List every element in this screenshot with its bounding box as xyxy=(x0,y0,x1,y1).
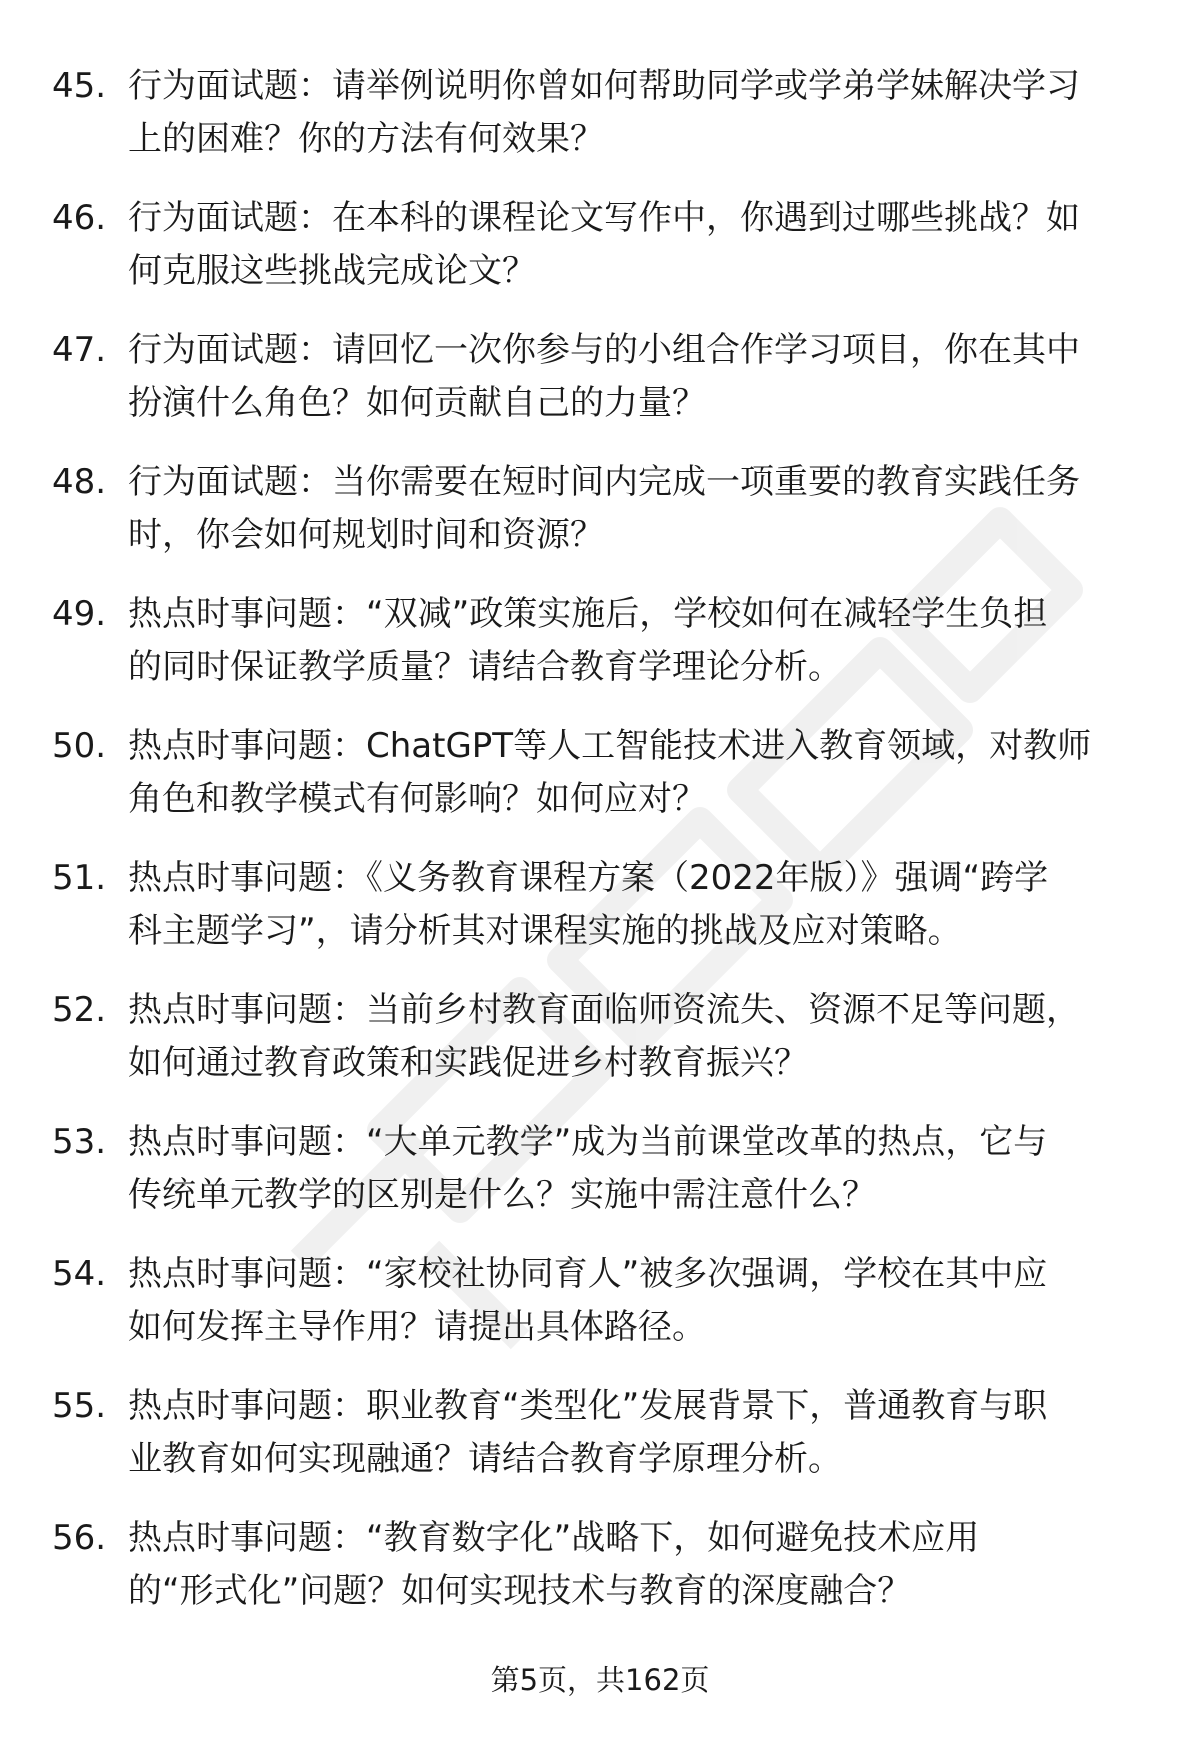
question-item xyxy=(0,192,1200,324)
question-number: 48. xyxy=(52,462,107,502)
question-text-line: 行为面试题：当你需要在短时间内完成一项重要的教育实践任务 xyxy=(128,462,1080,502)
question-number: 45. xyxy=(52,66,107,106)
question-text-line: 何克服这些挑战完成论文？ xyxy=(128,251,536,291)
question-text-line: 传统单元教学的区别是什么？实施中需注意什么？ xyxy=(128,1175,876,1215)
question-text xyxy=(128,984,1150,1090)
question-text xyxy=(128,720,1150,826)
question-number: 54. xyxy=(52,1254,107,1294)
question-item xyxy=(0,1512,1200,1644)
question-text xyxy=(128,456,1150,562)
question-text-line: 热点时事问题：《义务教育课程方案（2022年版）》强调“跨学 xyxy=(128,858,1049,898)
question-item xyxy=(0,984,1200,1116)
question-text-line: 热点时事问题：职业教育“类型化”发展背景下，普通教育与职 xyxy=(128,1386,1048,1426)
question-text-line: 行为面试题：请回忆一次你参与的小组合作学习项目，你在其中 xyxy=(128,330,1080,370)
question-number: 47. xyxy=(52,330,107,370)
question-text xyxy=(128,324,1150,430)
question-number: 51. xyxy=(52,858,107,898)
question-text-line: 行为面试题：在本科的课程论文写作中，你遇到过哪些挑战？如 xyxy=(128,198,1080,238)
question-item xyxy=(0,1380,1200,1512)
question-item xyxy=(0,456,1200,588)
question-text-line: 科主题学习”，请分析其对课程实施的挑战及应对策略。 xyxy=(128,911,962,951)
question-number: 50. xyxy=(52,726,107,766)
question-text xyxy=(128,1248,1150,1354)
question-number: 56. xyxy=(52,1518,107,1558)
question-text xyxy=(128,588,1150,694)
page-footer: 第5页，共162页 xyxy=(490,1663,710,1697)
question-text-line: 热点时事问题：“双减”政策实施后，学校如何在减轻学生负担 xyxy=(128,594,1048,634)
question-list xyxy=(0,60,1200,1644)
question-text-line: 业教育如何实现融通？请结合教育学原理分析。 xyxy=(128,1439,842,1479)
question-text-line: 行为面试题：请举例说明你曾如何帮助同学或学弟学妹解决学习 xyxy=(128,66,1080,106)
question-number: 55. xyxy=(52,1386,107,1426)
question-text-line: 如何通过教育政策和实践促进乡村教育振兴？ xyxy=(128,1043,808,1083)
question-text xyxy=(128,1116,1150,1222)
question-number: 46. xyxy=(52,198,107,238)
question-text-line: 上的困难？你的方法有何效果？ xyxy=(128,119,604,159)
question-text-line: 时，你会如何规划时间和资源？ xyxy=(128,515,604,555)
question-text xyxy=(128,852,1150,958)
question-text-line: 的同时保证教学质量？请结合教育学理论分析。 xyxy=(128,647,842,687)
question-text-line: 热点时事问题：ChatGPT等人工智能技术进入教育领域，对教师 xyxy=(128,726,1092,766)
question-text xyxy=(128,1512,1150,1618)
question-item xyxy=(0,1116,1200,1248)
question-number: 53. xyxy=(52,1122,107,1162)
question-text-line: 热点时事问题：“家校社协同育人”被多次强调，学校在其中应 xyxy=(128,1254,1048,1294)
question-item xyxy=(0,1248,1200,1380)
question-text xyxy=(128,1380,1150,1486)
question-number: 49. xyxy=(52,594,107,634)
question-item xyxy=(0,324,1200,456)
question-text-line: 角色和教学模式有何影响？如何应对？ xyxy=(128,779,706,819)
question-text xyxy=(128,60,1150,166)
question-item xyxy=(0,720,1200,852)
question-number: 52. xyxy=(52,990,107,1030)
question-text-line: 的“形式化”问题？如何实现技术与教育的深度融合？ xyxy=(128,1571,912,1611)
question-item xyxy=(0,852,1200,984)
question-text-line: 热点时事问题：“大单元教学”成为当前课堂改革的热点，它与 xyxy=(128,1122,1048,1162)
question-text xyxy=(128,192,1150,298)
question-text-line: 热点时事问题：当前乡村教育面临师资流失、资源不足等问题， xyxy=(128,990,1080,1030)
question-text-line: 热点时事问题：“教育数字化”战略下，如何避免技术应用 xyxy=(128,1518,980,1558)
question-item xyxy=(0,60,1200,192)
question-text-line: 如何发挥主导作用？请提出具体路径。 xyxy=(128,1307,706,1347)
question-item xyxy=(0,588,1200,720)
question-text-line: 扮演什么角色？如何贡献自己的力量？ xyxy=(128,383,706,423)
